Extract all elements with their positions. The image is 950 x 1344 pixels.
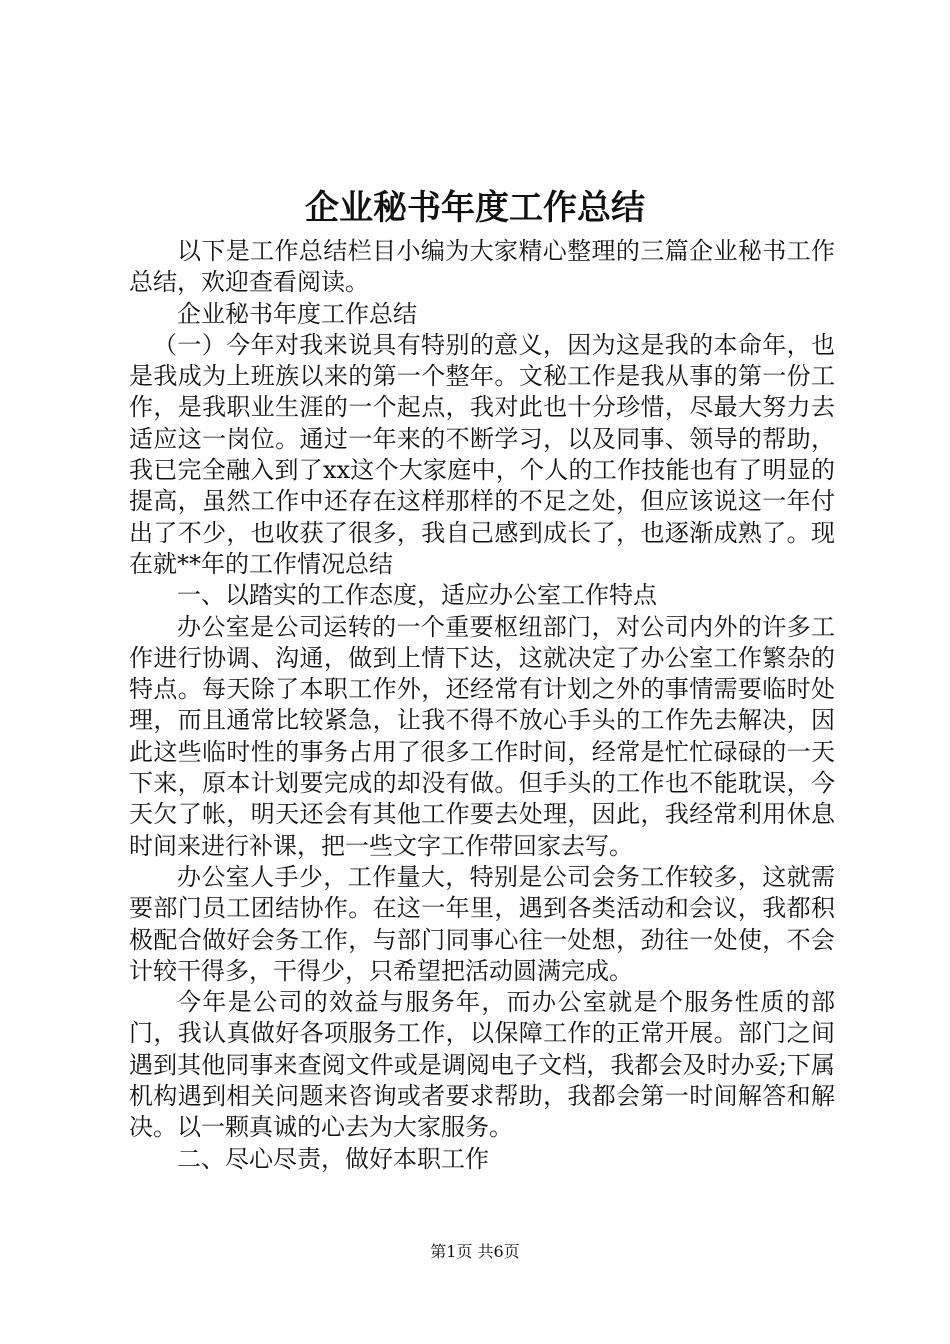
- paragraph-teamwork: 办公室人手少，工作量大，特别是公司会务工作较多，这就需要部门员工团结协作。在这一年里，遇到各类活动和会议，我都积极配合做好会务工作，与部门同事心往一处想，劲往一处使，不会计较干得多，干得少，只希望把活动圆满完成。: [129, 862, 835, 985]
- paragraph-office-work: 办公室是公司运转的一个重要枢纽部门，对公司内外的许多工作进行协调、沟通，做到上情下达，这就决定了办公室工作繁杂的特点。每天除了本职工作外，还经常有计划之外的事情需要临时处理，而且通常比较紧急，让我不得不放心手头的工作先去解决，因此这些临时性的事务占用了很多工作时间，经常是忙忙碌碌的一天下来，原本计划要完成的却没有做。但手头的工作也不能耽误，今天欠了帐，明天还会有其他工作要去处理，因此，我经常利用休息时间来进行补课，把一些文字工作带回家去写。: [129, 612, 835, 860]
- paragraph-service: 今年是公司的效益与服务年，而办公室就是个服务性质的部门，我认真做好各项服务工作，以保障工作的正常开展。部门之间遇到其他同事来查阅文件或是调阅电子文档，我都会及时办妥;下属机构遇到相关问题来咨询或者要求帮助，我都会第一时间解答和解决。以一颗真诚的心去为大家服务。: [129, 988, 835, 1142]
- paragraph-heading-2: 二、尽心尽责，做好本职工作: [177, 1144, 489, 1173]
- document-body: [129, 236, 835, 1175]
- paragraph-intro: 以下是工作总结栏目小编为大家精心整理的三篇企业秘书工作总结，欢迎查看阅读。: [129, 237, 835, 297]
- document-title: 企业秘书年度工作总结: [305, 188, 645, 228]
- paragraph-section-1: （一）今年对我来说具有特别的意义，因为这是我的本命年，也是我成为上班族以来的第一个整年。文秘工作是我从事的第一份工作，是我职业生涯的一个起点，我对此也十分珍惜，尽最大努力去适应这一岗位。通过一年来的不断学习，以及同事、领导的帮助，我已完全融入到了xx这个大家庭中，个人的工作技能也有了明显的提高，虽然工作中还存在这样那样的不足之处，但应该说这一年付出了不少，也收获了很多，我自己感到成长了，也逐渐成熟了。现在就**年的工作情况总结: [129, 330, 835, 578]
- paragraph-subtitle: 企业秘书年度工作总结: [177, 299, 417, 328]
- page-number: 第1页 共6页: [430, 1242, 520, 1261]
- paragraph-heading-1: 一、以踏实的工作态度，适应办公室工作特点: [177, 581, 657, 610]
